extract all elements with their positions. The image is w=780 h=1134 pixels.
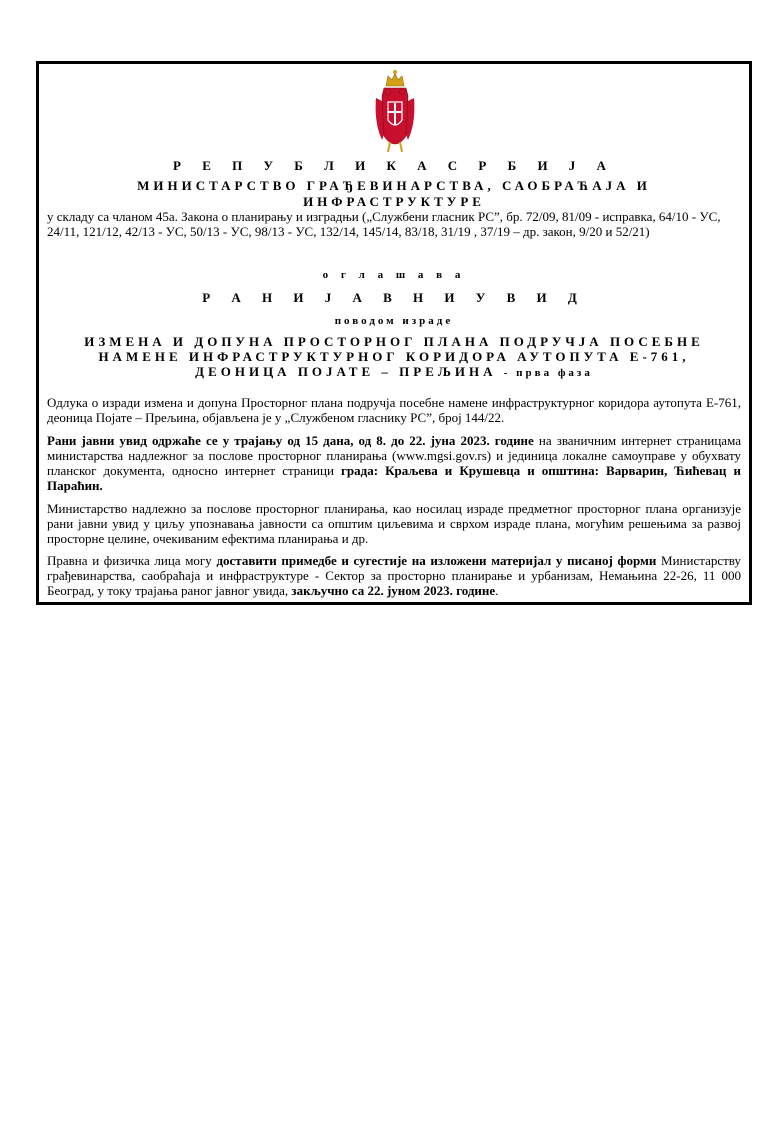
submissions-end: . <box>495 583 499 598</box>
submissions-text-2: Министарству грађевинарства, саобраћаја и инфраструктуре - Сектор за просторно планирање и урбанизам, Немањина 22-26, 11 000 Београд, у току трајања раног јавног увида, <box>47 553 741 598</box>
submissions-deadline-bold: закључно са 22. јуном 2023. године <box>291 583 496 598</box>
review-period-paragraph <box>47 433 741 493</box>
plan-title-line-1: ИЗМЕНА И ДОПУНА ПРОСТОРНОГ ПЛАНА ПОДРУЧЈА ПОСЕБНЕ <box>84 334 704 349</box>
submissions-bold-1: доставити примедбе и сугестије на изложени материјал у писаној форми <box>216 553 657 568</box>
plan-section-name: ДЕОНИЦА ПОЈАТЕ – ПРЕЉИНА <box>195 364 497 379</box>
decision-paragraph: Одлука о изради измена и допуна Просторног плана подручја посебне намене инфраструктурног коридора аутопута Е-761, деоница Појате – Прељина, објављена је у „Службеном гласнику РС”, број 144/22. <box>47 395 741 425</box>
ministry-line-2: ИНФРАСТРУКТУРЕ <box>303 194 485 209</box>
plan-title-line-2: НАМЕНЕ ИНФРАСТРУКТУРНОГ КОРИДОРА АУТОПУТА Е-761, <box>98 349 690 364</box>
plan-title-line-3 <box>47 364 741 381</box>
ministry-heading <box>47 178 741 210</box>
occasion-label: поводом израде <box>334 315 454 327</box>
notice-frame <box>36 61 752 605</box>
ministry-line-1: МИНИСТАРСТВО ГРАЂЕВИНАРСТВА, САОБРАЋАЈА И <box>137 178 651 193</box>
notice-content <box>47 64 741 602</box>
announces-label: о г л а ш а в а <box>322 269 466 281</box>
review-period-text: на званичним интернет страницама министарства надлежног за послове просторног планирања (www.mgsi.gov.rs) и јединица локалне самоуправе у обухвату планског документа, односно интернет страници <box>47 433 741 478</box>
submissions-paragraph <box>47 553 741 598</box>
early-public-review-title: Р А Н И Ј А В Н И У В И Д <box>202 290 586 305</box>
plan-title <box>47 334 741 381</box>
legal-basis-text: у складу са чланом 45а. Закона о планирању и изградњи („Службени гласник РС”, бр. 72/09, 81/09 - исправка, 64/10 - УС, 24/11, 121/12, 42/13 - УС, 50/13 - УС, 98/13 - УС, 132/14, 145/14, 83/18, 31/19 , 37/19 – др. закон, 9/20 и 52/21) <box>47 209 721 239</box>
ministry-organizes-paragraph: Министарство надлежно за послове просторног планирања, као носилац израде предметног просторног плана организује рани јавни увид у циљу упознавања јавности са општим циљевима и сврхом израде плана, могућим решењима за развој просторне целине, очекиваним ефектима планирања и др. <box>47 501 741 546</box>
coat-of-arms-icon <box>372 68 418 158</box>
review-period-bold: Рани јавни увид одржаће се у трајању од 15 дана, од 8. до 22. јуна 2023. године <box>47 433 534 448</box>
republic-heading: Р Е П У Б Л И К А С Р Б И Ј А <box>173 158 615 173</box>
review-municipalities-bold: града: Краљева и Крушевца и општина: Варварин, Ћићевац и Параћин. <box>47 463 741 493</box>
plan-phase: - прва фаза <box>503 367 593 379</box>
submissions-text-1: Правна и физичка лица могу <box>47 553 217 568</box>
